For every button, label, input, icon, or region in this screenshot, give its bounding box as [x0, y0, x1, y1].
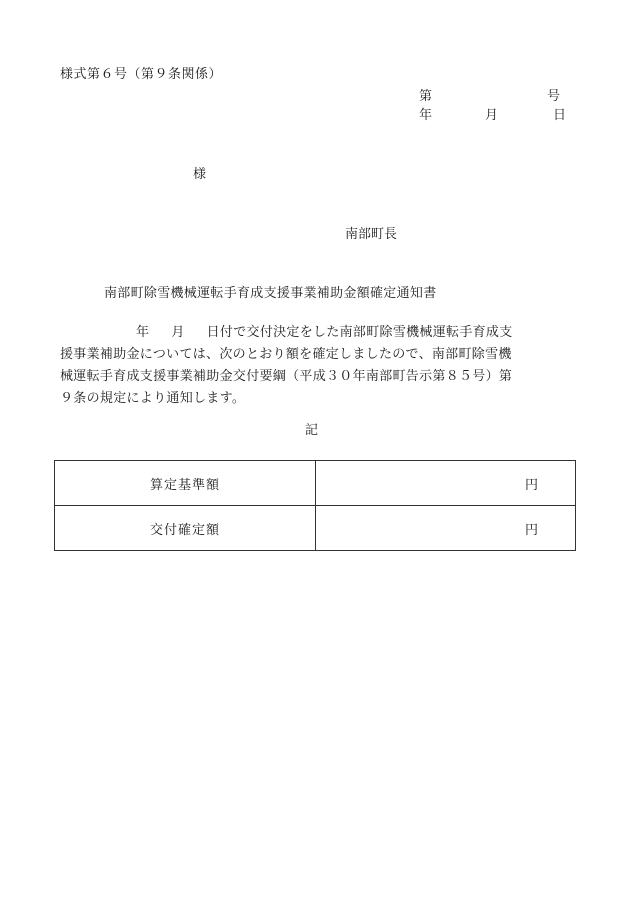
body-line-1 [60, 322, 572, 344]
table-row [55, 461, 576, 506]
date-day-label: 日 [553, 108, 567, 123]
confirmed-amount-label: 交付確定額 [55, 506, 316, 551]
body-month-label: 月 [171, 325, 185, 340]
date-month-label: 月 [485, 108, 499, 123]
date-year-label: 年 [419, 108, 433, 123]
sender-name: 南部町長 [345, 227, 398, 242]
document-title: 南部町除雪機械運転手育成支援事業補助金額確定通知書 [104, 286, 437, 301]
ki-label: 記 [305, 423, 319, 438]
form-label: 様式第６号（第９条関係） [60, 67, 223, 82]
document-number-suffix: 号 [547, 89, 561, 104]
body-line-2: 援事業補助金については、次のとおり額を確定しましたので、南部町除雪機 [60, 347, 512, 362]
confirmed-amount-value: 円 [316, 506, 576, 551]
body-year-label: 年 [136, 325, 150, 340]
table-row [55, 506, 576, 551]
body-line-4: ９条の規定により通知します。 [60, 391, 246, 406]
body-text [60, 322, 572, 410]
base-amount-label: 算定基準額 [55, 461, 316, 506]
body-line-1-text: 日付で交付決定をした南部町除雪機械運転手育成支 [206, 325, 513, 340]
base-amount-value: 円 [316, 461, 576, 506]
addressee-honorific: 様 [193, 167, 207, 182]
amount-table [54, 460, 576, 551]
document-number-prefix: 第 [419, 89, 433, 104]
body-line-3: 械運転手育成支援事業補助金交付要綱（平成３０年南部町告示第８５号）第 [60, 369, 513, 384]
